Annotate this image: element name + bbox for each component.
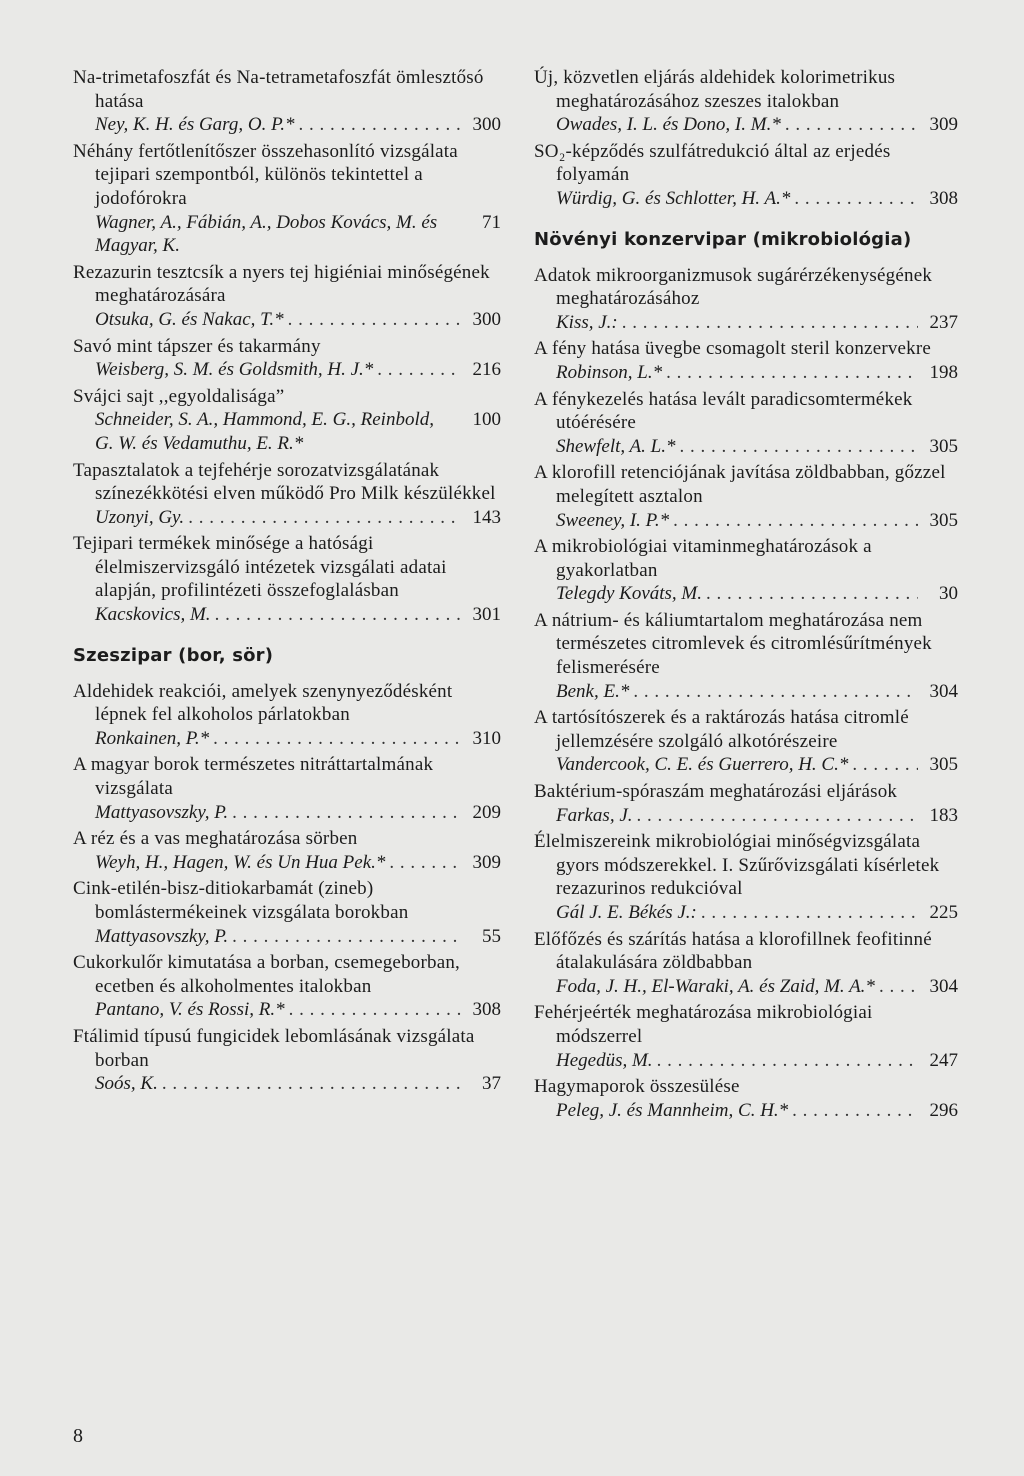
entry-page: 30	[939, 583, 958, 605]
entry-page: 296	[929, 1099, 958, 1121]
entry-authors: Farkas, J.	[556, 804, 633, 826]
leader-dots	[679, 435, 918, 459]
entry-authors: Ronkainen, P.*	[95, 727, 210, 749]
index-entry	[73, 680, 501, 751]
entry-author-line	[73, 113, 501, 137]
entry-authors: Benk, E.*	[556, 680, 630, 702]
entry-author-line	[73, 727, 501, 751]
entry-author-line	[73, 408, 501, 455]
entry-authors: Shewfelt, A. L.*	[556, 435, 676, 457]
entry-title: Rezazurin tesztcsík a nyers tej higiéniai minőségének meghatározására	[73, 261, 490, 307]
entry-author-line	[73, 506, 501, 530]
entry-page: 183	[929, 804, 958, 826]
index-entry	[534, 535, 958, 606]
entry-authors: Vandercook, C. E. és Guerrero, H. C.*	[556, 754, 849, 776]
entry-page: 300	[472, 308, 501, 330]
entry-author-line	[73, 211, 501, 258]
entry-author-line	[534, 1049, 958, 1073]
entry-page: 305	[929, 754, 958, 776]
index-entry	[534, 264, 958, 335]
entry-title: Fehérjeérték meghatározása mikrobiológiai módszerrel	[534, 1002, 873, 1047]
entry-authors: Weisberg, S. M. és Goldsmith, H. J.*	[95, 359, 374, 381]
entry-title: Előfőzés és szárítás hatása a klorofillnek feofitinné átalakulására zöldbabban	[534, 928, 932, 974]
leader-dots	[215, 603, 461, 627]
entry-author-line	[534, 509, 958, 533]
entry-title: A klorofill retenciójának javítása zöldbabban, gőzzel melegített asztalon	[534, 462, 946, 507]
entry-title: Aldehidek reakciói, amelyek szenynyeződésként lépnek fel alkoholos párlatokban	[73, 680, 453, 726]
index-entry	[73, 385, 501, 456]
entry-page: 308	[472, 999, 501, 1021]
index-entry	[534, 461, 958, 532]
entry-author-line	[534, 582, 958, 606]
entry-title: Ftálimid típusú fungicidek lebomlásának vizsgálata borban	[73, 1025, 475, 1071]
entry-author-line	[73, 925, 501, 949]
entry-author-line	[534, 113, 958, 137]
entry-page: 225	[929, 902, 958, 923]
index-entry	[534, 706, 958, 777]
section-heading-konzervipar: Növényi konzervipar (mikrobiológia)	[534, 228, 912, 250]
entry-title: A réz és a vas meghatározása sörben	[73, 828, 358, 850]
entry-page: 247	[929, 1049, 958, 1071]
entry-author-line	[534, 753, 958, 777]
leader-dots	[232, 925, 461, 949]
leader-dots	[673, 509, 918, 533]
entry-authors: Weyh, H., Hagen, W. és Un Hua Pek.*	[95, 851, 386, 873]
index-entry	[73, 66, 501, 137]
leader-dots	[377, 358, 461, 382]
entry-page: 55	[482, 925, 501, 947]
index-entry	[534, 1001, 958, 1072]
entry-title: Tejipari termékek minősége a hatósági élelmiszervizsgáló intézetek vizsgálati adatai alapján, profilintézeti összefoglalásban	[73, 533, 447, 602]
entry-page: 301	[472, 604, 501, 626]
leader-dots	[706, 582, 918, 606]
index-entry	[534, 388, 958, 459]
leader-dots	[213, 727, 461, 751]
right-entries-a	[534, 66, 958, 211]
entry-author-line	[534, 187, 958, 211]
entry-title: A nátrium- és káliumtartalom meghatározása nem természetes citromlevek és citromlésűrítmények felismerésére	[534, 609, 932, 679]
entry-page: 100	[472, 409, 501, 431]
entry-authors: Robinson, L.*	[556, 361, 663, 383]
entry-page: 309	[472, 851, 501, 873]
entry-author-line	[534, 975, 958, 999]
index-entry	[73, 532, 501, 626]
leader-dots	[188, 506, 461, 530]
entry-authors: Kiss, J.:	[556, 311, 618, 333]
entry-authors: Soós, K.	[95, 1073, 158, 1095]
entry-title: SO₂-képződés szulfátredukció által az erjedés folyamán	[534, 140, 891, 186]
right-column	[534, 66, 958, 1125]
entry-page: 37	[482, 1073, 501, 1095]
entry-page: 143	[472, 506, 501, 528]
entry-page: 71	[482, 211, 501, 233]
entry-author-line	[73, 851, 501, 875]
entry-title: Adatok mikroorganizmusok sugárérzékenységének meghatározásához	[534, 264, 933, 310]
entry-page: 304	[929, 680, 958, 702]
leader-dots	[701, 901, 918, 925]
entry-title: A magyar borok természetes nitráttartalmának vizsgálata	[73, 754, 434, 800]
entry-authors: Owades, I. L. és Dono, I. M.*	[556, 114, 781, 136]
entry-page: 310	[472, 727, 501, 749]
entry-title: Cukorkulőr kimutatása a borban, csemegeborban, ecetben és alkoholmentes italokban	[73, 952, 460, 997]
entry-title: Svájci sajt ,,egyoldalisága”	[73, 385, 285, 407]
entry-title: Élelmiszereink mikrobiológiai minőségvizsgálata gyors módszerekkel. I. Szűrővizsgálati kísérletek rezazurinos redukcióval	[534, 831, 940, 900]
leader-dots	[666, 361, 918, 385]
entry-author-line	[73, 358, 501, 382]
index-entry	[534, 609, 958, 703]
leader-dots	[792, 1099, 918, 1123]
entry-page: 305	[929, 435, 958, 457]
entry-authors: Schneider, S. A., Hammond, E. G., Reinbold, G. W. és Vedamuthu, E. R.*	[95, 409, 434, 454]
entry-page: 237	[929, 311, 958, 333]
entry-page: 300	[472, 114, 501, 136]
leader-dots	[389, 851, 461, 875]
leader-dots	[289, 998, 461, 1022]
left-column	[73, 66, 501, 1099]
entry-title: Cink-etilén-bisz-ditiokarbamát (zineb) bomlástermékeinek vizsgálata borokban	[73, 878, 409, 923]
index-entry	[73, 951, 501, 1022]
entry-page: 305	[929, 509, 958, 531]
entry-title: Új, közvetlen eljárás aldehidek kolorimetrikus meghatározásához szeszes italokban	[534, 67, 896, 112]
right-entries-b	[534, 264, 958, 1123]
entry-title: A fénykezelés hatása levált paradicsomtermékek utóérésére	[534, 388, 913, 434]
entry-title: A fény hatása üvegbe csomagolt steril konzervekre	[534, 338, 932, 360]
entry-author-line	[534, 680, 958, 704]
left-entries-b	[73, 680, 501, 1096]
entry-author-line	[534, 1099, 958, 1123]
index-entry	[534, 337, 958, 384]
entry-title: Baktérium-spóraszám meghatározási eljárások	[534, 781, 898, 803]
leader-dots	[288, 308, 461, 332]
entry-author-line	[534, 804, 958, 828]
index-entry	[73, 827, 501, 874]
entry-authors: Mattyasovszky, P.	[95, 801, 229, 823]
entry-authors: Wagner, A., Fábián, A., Dobos Kovács, M. és Magyar, K.	[95, 211, 438, 257]
entry-page: 304	[929, 975, 958, 997]
leader-dots	[162, 1072, 461, 1096]
leader-dots	[633, 680, 918, 704]
entry-title: Savó mint tápszer és takarmány	[73, 335, 321, 357]
leader-dots	[622, 311, 918, 335]
entry-authors: Foda, J. H., El-Waraki, A. és Zaid, M. A.*	[556, 975, 875, 997]
index-entry	[73, 459, 501, 530]
leader-dots	[232, 801, 461, 825]
index-entry	[73, 140, 501, 258]
entry-author-line	[534, 435, 958, 459]
entry-authors: Otsuka, G. és Nakac, T.*	[95, 308, 284, 330]
entry-authors: Mattyasovszky, P.	[95, 925, 229, 947]
entry-page: 209	[472, 801, 501, 823]
leader-dots	[657, 1049, 918, 1073]
index-entry	[534, 830, 958, 924]
index-entry	[534, 1075, 958, 1122]
entry-authors: Ney, K. H. és Garg, O. P.*	[95, 114, 295, 136]
index-entry	[73, 335, 501, 382]
entry-page: 308	[929, 187, 958, 209]
entry-title: Néhány fertőtlenítőszer összehasonlító vizsgálata tejipari szempontból, különös tekintettel a jodofórokra	[73, 140, 458, 209]
entry-authors: Hegedüs, M.	[556, 1049, 653, 1071]
section-heading-szeszipar: Szeszipar (bor, sör)	[73, 644, 274, 666]
leader-dots	[299, 113, 462, 137]
entry-author-line	[73, 1072, 501, 1096]
entry-author-line	[534, 311, 958, 335]
entry-author-line	[73, 801, 501, 825]
entry-title: Na-trimetafoszfát és Na-tetrametafoszfát ömlesztősó hatása	[73, 67, 484, 112]
entry-title: A mikrobiológiai vitaminmeghatározások a gyakorlatban	[534, 536, 872, 581]
left-entries-a	[73, 66, 501, 627]
page-number: 8	[73, 1425, 83, 1447]
entry-title: Tapasztalatok a tejfehérje sorozatvizsgálatának színezékkötési elven működő Pro Milk készülékkel	[73, 459, 496, 505]
leader-dots	[794, 187, 918, 211]
entry-authors: Peleg, J. és Mannheim, C. H.*	[556, 1099, 789, 1121]
entry-author-line	[73, 603, 501, 627]
entry-page: 216	[472, 359, 501, 381]
index-entry	[73, 753, 501, 824]
leader-dots	[852, 753, 918, 777]
entry-authors: Sweeney, I. P.*	[556, 509, 670, 531]
index-entry	[534, 66, 958, 137]
leader-dots	[637, 804, 918, 828]
entry-authors: Gál J. E. Békés J.:	[556, 902, 697, 923]
entry-authors: Kacskovics, M.	[95, 604, 211, 626]
index-entry	[73, 877, 501, 948]
index-entry	[73, 261, 501, 332]
leader-dots	[785, 113, 918, 137]
entry-page: 198	[929, 361, 958, 383]
index-entry	[73, 1025, 501, 1096]
index-entry	[534, 780, 958, 827]
entry-author-line	[534, 361, 958, 385]
index-entry	[534, 928, 958, 999]
entry-title: A tartósítószerek és a raktározás hatása citromlé jellemzésére szolgáló alkotórészeire	[534, 707, 909, 752]
entry-authors: Uzonyi, Gy.	[95, 506, 185, 528]
entry-author-line	[73, 308, 501, 332]
entry-authors: Würdig, G. és Schlotter, H. A.*	[556, 187, 791, 209]
entry-author-line	[73, 998, 501, 1022]
index-entry	[534, 140, 958, 211]
entry-authors: Pantano, V. és Rossi, R.*	[95, 999, 285, 1021]
entry-page: 309	[929, 114, 958, 136]
entry-authors: Telegdy Kováts, M.	[556, 583, 703, 605]
entry-author-line	[534, 901, 958, 925]
entry-title: Hagymaporok összesülése	[534, 1076, 740, 1098]
leader-dots	[879, 975, 918, 999]
